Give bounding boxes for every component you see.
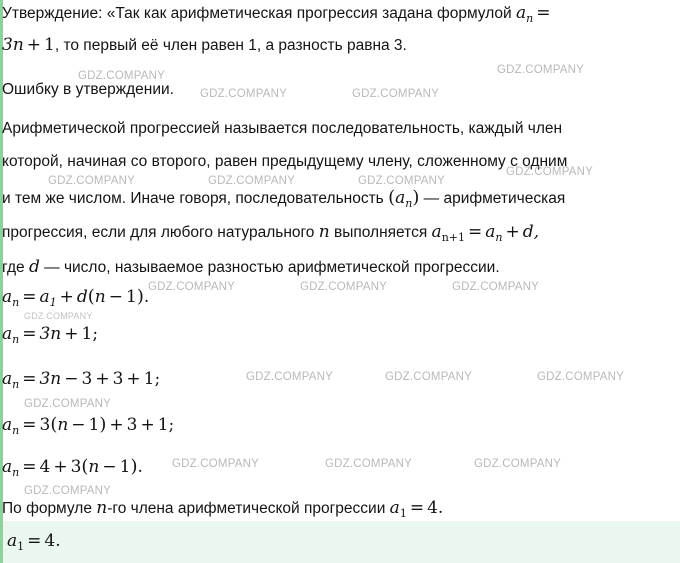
a-n-symbol-3: a — [485, 222, 496, 242]
definition-text-4a: прогрессия, если для любого натурального — [2, 224, 319, 241]
statement-line-1 — [2, 2, 554, 27]
watermark: GDZ.COMPANY — [474, 458, 561, 470]
answer-a-1-subscript: 1 — [17, 540, 25, 554]
formula-line-4: $a_n = 3(n - 1) + 3 + 1$; — [2, 414, 175, 438]
equals-sign: = — [536, 3, 551, 23]
a-1-subscript: 1 — [399, 507, 407, 521]
conclusion-text-b: -го члена арифметической прогрессии — [107, 500, 390, 517]
plus-sign-2: + — [505, 222, 520, 242]
definition-line-2 — [2, 152, 567, 173]
definition-text-2: которой, начиная со второго, равен предыдущему члену, сложенному с одним — [2, 153, 568, 170]
formula-line-1: $a_n = a_1 + d(n - 1)$. — [2, 286, 150, 310]
n-symbol-2: n — [96, 498, 108, 518]
answer-value: 4. — [44, 531, 61, 551]
n-symbol: n — [318, 222, 330, 242]
a-1-symbol: a — [389, 498, 400, 518]
a-n-plus-1-symbol: a — [431, 222, 442, 242]
definition-text-3a: и тем же числом. Иначе говоря, последовательность — [2, 190, 389, 207]
a-n-subscript-2: n — [405, 197, 413, 211]
a-n-symbol: a — [516, 3, 527, 23]
number-one: 1 — [44, 35, 55, 55]
watermark: GDZ.COMPANY — [352, 88, 439, 100]
answer-equals-sign: = — [27, 531, 42, 551]
watermark: GDZ.COMPANY — [24, 398, 111, 410]
conclusion-text-a: По формуле — [2, 500, 97, 517]
close-paren: ) — [412, 187, 420, 208]
statement-line-2 — [2, 34, 407, 57]
watermark: GDZ.COMPANY — [148, 281, 235, 293]
error-task-text: Ошибку в утверждении. — [2, 81, 174, 98]
watermark: GDZ.COMPANY — [24, 311, 93, 321]
definition-line-4 — [2, 221, 539, 246]
watermark: GDZ.COMPANY — [452, 281, 539, 293]
formula-line-5: $a_n = 4 + 3(n - 1)$. — [2, 456, 143, 480]
watermark: GDZ.COMPANY — [506, 166, 593, 178]
a-n-subscript: n — [526, 12, 534, 26]
watermark: GDZ.COMPANY — [48, 175, 135, 187]
conclusion-line — [2, 497, 443, 522]
a-n-plus-1-subscript: n+1 — [441, 231, 465, 245]
open-paren: ( — [388, 187, 396, 208]
watermark: GDZ.COMPANY — [172, 458, 259, 470]
answer-box — [3, 521, 680, 563]
expr-3n: 3n — [2, 35, 24, 55]
a-n-symbol-2: a — [395, 188, 406, 208]
d-symbol-2: d — [28, 257, 40, 277]
watermark: GDZ.COMPANY — [24, 485, 111, 497]
a-n-subscript-3: n — [495, 231, 503, 245]
statement-line-3 — [2, 80, 174, 101]
watermark: GDZ.COMPANY — [200, 88, 287, 100]
watermark: GDZ.COMPANY — [78, 70, 165, 82]
watermark: GDZ.COMPANY — [385, 371, 472, 383]
definition-text-1: Арифметической прогрессией называется последовательность, каждый член — [2, 120, 563, 137]
watermark: GDZ.COMPANY — [208, 175, 295, 187]
watermark: GDZ.COMPANY — [537, 371, 624, 383]
formula-line-2: $a_n = 3n + 1$; — [2, 324, 99, 347]
watermark: GDZ.COMPANY — [300, 281, 387, 293]
plus-sign: + — [26, 35, 42, 55]
statement-intro-text: Утверждение: «Так как арифметическая прогрессия задана формулой — [2, 5, 517, 22]
definition-line-1 — [2, 119, 562, 140]
definition-line-5 — [2, 256, 500, 279]
definition-text-5b: — число, называемое разностью арифметической прогрессии. — [39, 259, 500, 276]
equals-sign-3: = — [409, 498, 425, 518]
definition-text-4b: выполняется — [329, 224, 432, 241]
d-symbol: d, — [522, 222, 540, 242]
definition-line-3 — [2, 186, 565, 212]
watermark: GDZ.COMPANY — [325, 458, 412, 470]
conclusion-value: 4. — [427, 498, 444, 518]
watermark: GDZ.COMPANY — [358, 175, 445, 187]
definition-text-3b: — арифметическая — [419, 190, 566, 207]
definition-text-5a: где — [2, 259, 29, 276]
watermark: GDZ.COMPANY — [497, 64, 584, 76]
formula-line-3: $a_n = 3n - 3 + 3 + 1$; — [2, 369, 161, 392]
statement-line-2-text: , то первый её член равен 1, а разность равна 3. — [54, 37, 407, 54]
equals-sign-2: = — [468, 222, 483, 242]
answer-a-1-symbol: a — [7, 531, 18, 551]
watermark: GDZ.COMPANY — [246, 371, 333, 383]
